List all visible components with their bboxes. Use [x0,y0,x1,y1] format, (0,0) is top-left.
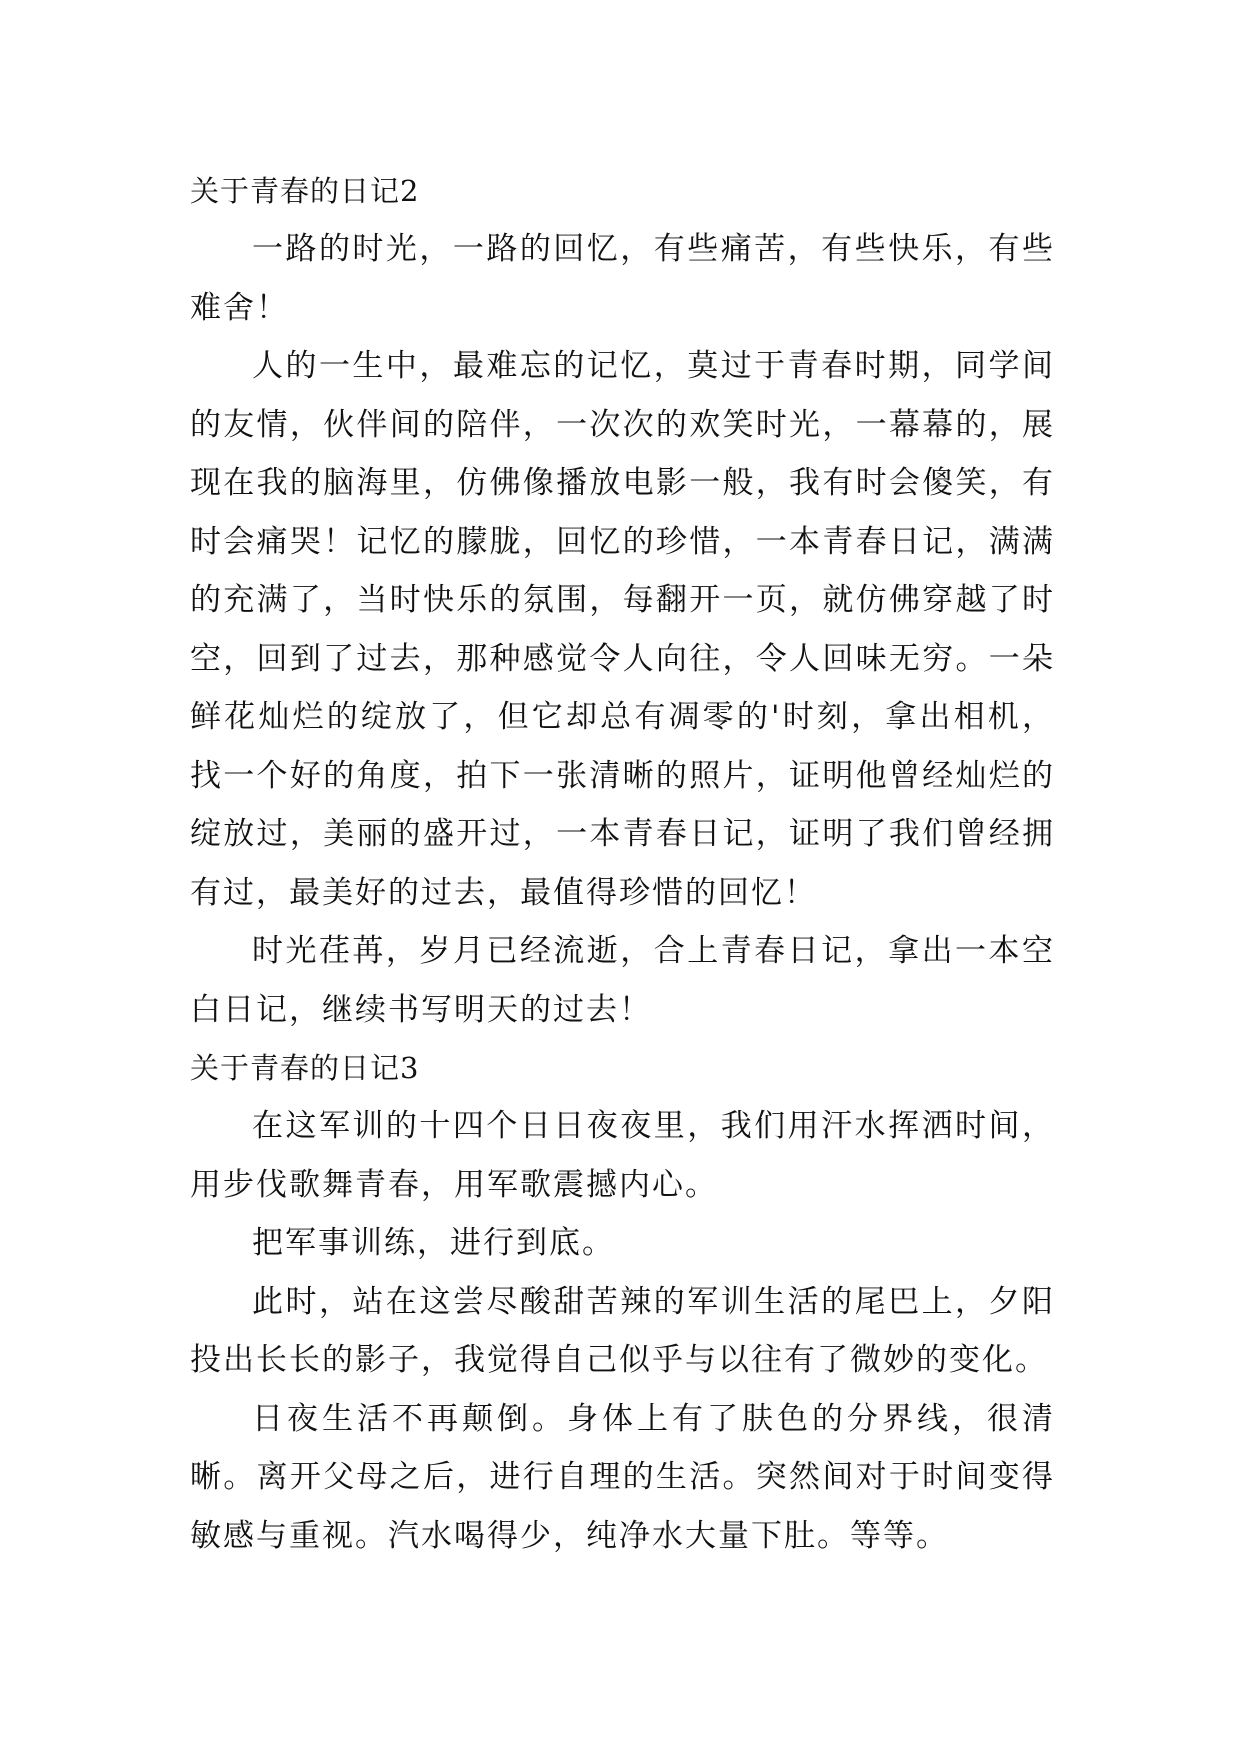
paragraph: 一路的时光，一路的回忆，有些痛苦，有些快乐，有些难舍！ [190,231,1055,326]
entry-heading: 关于青春的日记2 [190,174,420,208]
paragraph: 日夜生活不再颠倒。身体上有了肤色的分界线，很清晰。离开父母之后，进行自理的生活。突然间对于时间变得敏感与重视。汽水喝得少，纯净水大量下肚。等等。 [190,1400,1055,1554]
entry-heading: 关于青春的日记3 [190,1051,420,1085]
paragraph: 在这军训的十四个日日夜夜里，我们用汗水挥洒时间，用步伐歌舞青春，用军歌震撼内心。 [190,1108,1055,1203]
paragraph: 时光荏苒，岁月已经流逝，合上青春日记，拿出一本空白日记，继续书写明天的过去！ [190,933,1055,1028]
diary-entry-2 [190,162,1055,1039]
paragraph: 人的一生中，最难忘的记忆，莫过于青春时期，同学间的友情，伙伴间的陪伴，一次次的欢笑时光，一幕幕的，展现在我的脑海里，仿佛像播放电影一般，我有时会傻笑，有时会痛哭！记忆的朦胧，回忆的珍惜，一本青春日记，满满的充满了，当时快乐的氛围，每翻开一页，就仿佛穿越了时空，回到了过去，那种感觉令人向往，令人回味无穷。一朵鲜花灿烂的绽放了，但它却总有凋零的'时刻，拿出相机，找一个好的角度，拍下一张清晰的照片，证明他曾经灿烂的绽放过，美丽的盛开过，一本青春日记，证明了我们曾经拥有过，最美好的过去，最值得珍惜的回忆！ [190,348,1055,911]
paragraph: 此时，站在这尝尽酸甜苦辣的军训生活的尾巴上，夕阳投出长长的影子，我觉得自己似乎与以往有了微妙的变化。 [190,1283,1055,1378]
paragraph: 把军事训练，进行到底。 [252,1225,615,1261]
diary-entry-3 [190,1039,1055,1565]
document-body [190,162,1055,1565]
